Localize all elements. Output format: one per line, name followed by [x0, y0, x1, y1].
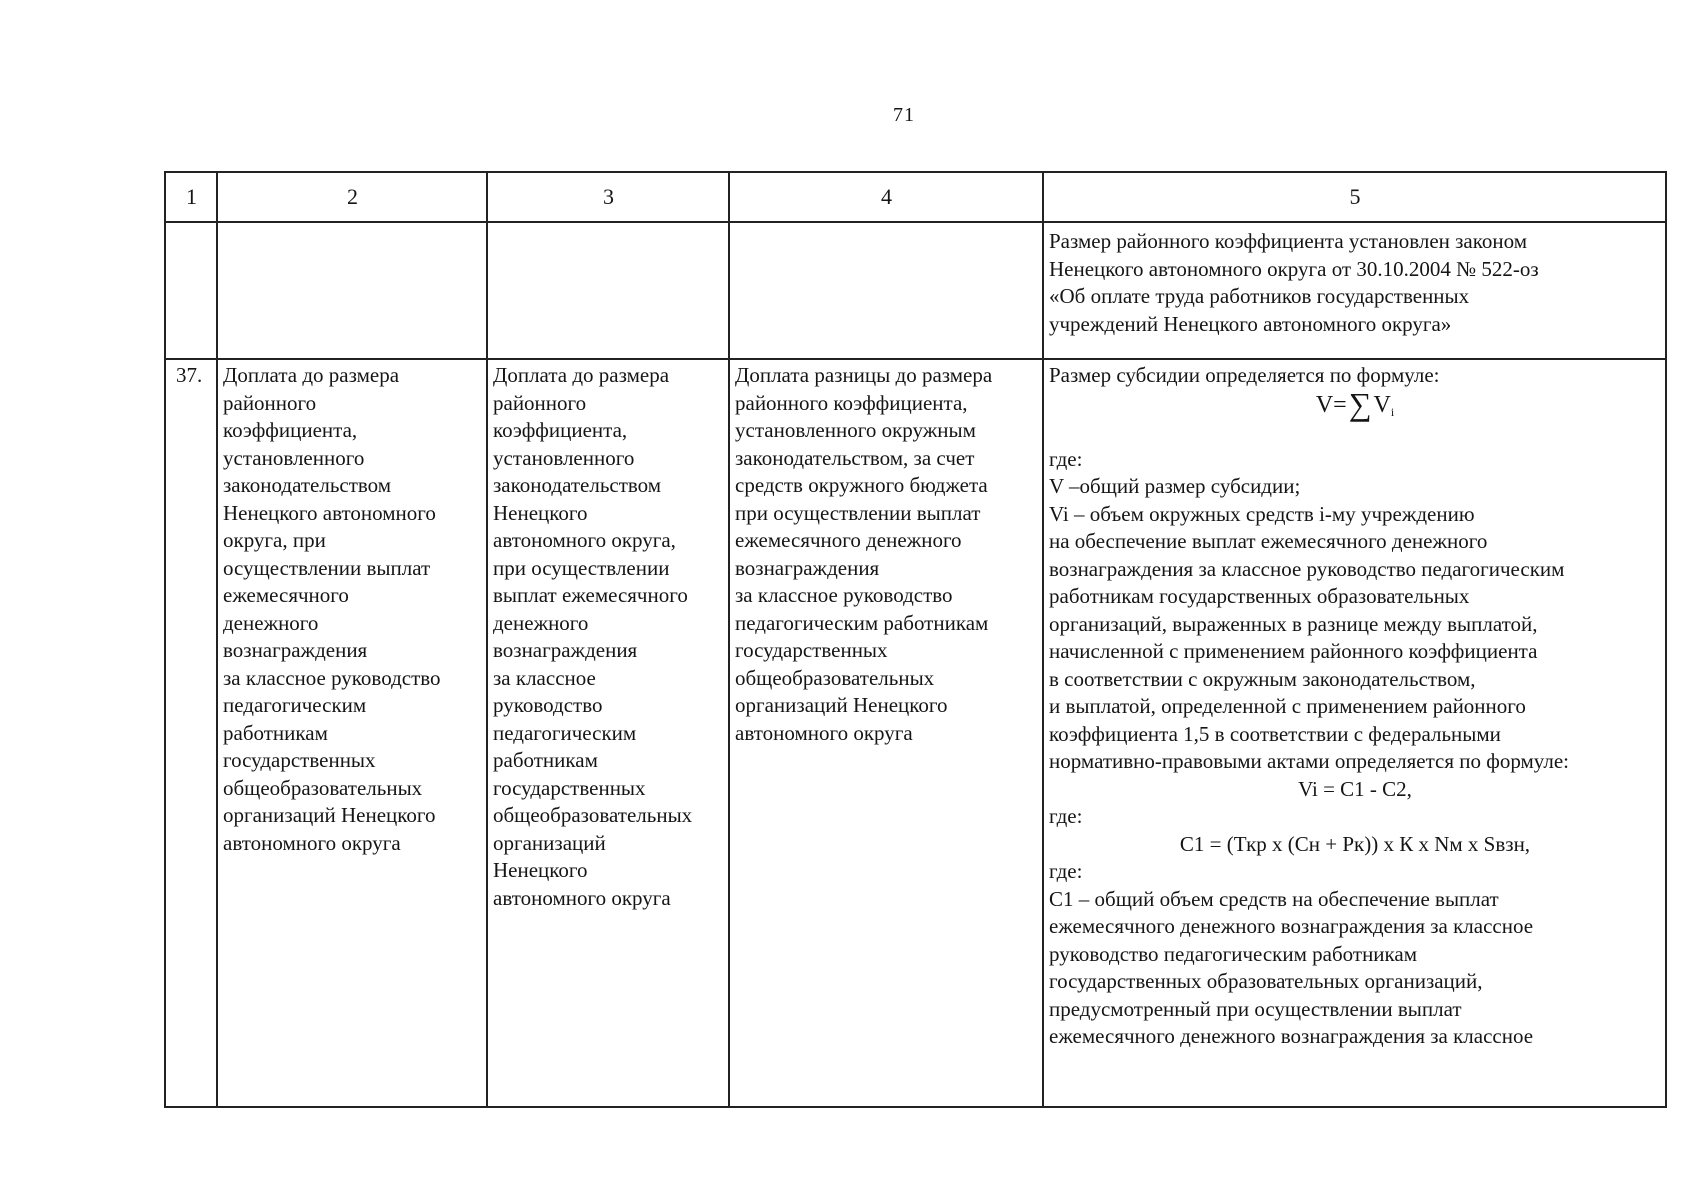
formula-vi: Vi = C1 - C2, — [1298, 776, 1412, 801]
page-number: 71 — [893, 104, 915, 126]
definition-line: нормативно-правовыми актами определяется по формуле: — [1049, 749, 1570, 773]
col3-line: автономного округа, — [493, 528, 676, 552]
header-col-1: 1 — [165, 172, 217, 222]
col3-line: выплат ежемесячного — [493, 583, 688, 607]
intro-line: Размер районного коэффициента установлен законом — [1049, 229, 1528, 253]
col3-line: за классное — [493, 665, 596, 690]
col2-line: государственных — [223, 748, 376, 772]
col3-line: государственных — [493, 775, 646, 800]
header-col-2: 2 — [217, 172, 487, 222]
col2-line: коэффициента, — [223, 418, 358, 442]
col2-line: законодательством — [223, 473, 392, 497]
intro-line: учреждений Ненецкого автономного округа» — [1049, 311, 1452, 336]
c1-definition-line: ежемесячного денежного вознаграждения за классное — [1049, 1024, 1534, 1048]
col2-line: общеобразовательных — [223, 775, 423, 800]
sum-formula-right: V — [1373, 391, 1391, 418]
col3-line: коэффициента, — [493, 418, 628, 442]
definition-line: Vi – объем окружных средств i-му учреждению — [1049, 501, 1475, 526]
intro-cell-2 — [217, 222, 487, 359]
col4-line: вознаграждения — [735, 555, 880, 580]
c1-definition-line: руководство педагогическим работникам — [1049, 941, 1418, 966]
definition-line: V –общий размер субсидии; — [1049, 474, 1301, 498]
where-label: где: — [1049, 446, 1083, 471]
col3-line: Ненецкого — [493, 500, 588, 525]
formula-c1: C1 = (Ткр х (Сн + Рк)) х К х Nм х Sвзн, — [1179, 831, 1531, 856]
col3-line: районного — [493, 390, 587, 415]
row37-col5 — [1043, 359, 1666, 1107]
header-col-5: 5 — [1043, 172, 1666, 222]
col4-line: установленного окружным — [735, 418, 976, 442]
intro-line: Ненецкого автономного округа от 30.10.2004 № 522-оз — [1049, 256, 1539, 281]
where-label: где: — [1049, 859, 1083, 883]
definition-line: коэффициента 1,5 в соответствии с федеральными — [1049, 721, 1501, 746]
definition-line: и выплатой, определенной с применением районного — [1049, 694, 1526, 718]
sum-formula — [1049, 385, 1661, 428]
col3-line: вознаграждения — [493, 638, 638, 662]
col4-line: организаций Ненецкого — [735, 693, 948, 717]
sum-formula-subscript: i — [1390, 404, 1395, 419]
row37-col4 — [729, 359, 1043, 1107]
col2-line: Доплата до размера — [223, 363, 400, 387]
subsidy-intro: Размер субсидии определяется по формуле: — [1049, 363, 1440, 387]
intro-cell-5 — [1043, 222, 1666, 359]
where-label: где: — [1049, 804, 1083, 828]
header-col-3: 3 — [487, 172, 729, 222]
col2-line: за классное руководство — [223, 665, 441, 690]
table-row-intro — [165, 222, 1666, 359]
col3-line: установленного — [493, 445, 635, 470]
col4-line: общеобразовательных — [735, 665, 935, 690]
c1-definition-line: предусмотренный при осуществлении выплат — [1049, 996, 1462, 1021]
col2-line: вознаграждения — [223, 638, 368, 662]
col2-line: организаций Ненецкого — [223, 803, 436, 827]
c1-definition-line: государственных образовательных организаций, — [1049, 969, 1483, 993]
col3-line: общеобразовательных — [493, 803, 693, 827]
col2-line: округа, при — [223, 528, 326, 552]
intro-cell-1 — [165, 222, 217, 359]
col4-line: государственных — [735, 638, 888, 662]
table-row-37 — [165, 359, 1666, 1107]
col3-line: при осуществлении — [493, 555, 670, 580]
col4-line: Доплата разницы до размера — [735, 363, 993, 387]
col2-line: осуществлении выплат — [223, 555, 431, 580]
col4-line: законодательством, за счет — [735, 445, 975, 470]
col4-line: педагогическим работникам — [735, 610, 989, 635]
header-row — [165, 172, 1666, 222]
sum-formula-left: V= — [1315, 391, 1347, 418]
col2-line: районного — [223, 390, 317, 415]
row-number: 37. — [165, 359, 217, 1107]
col2-line: работникам — [223, 720, 328, 745]
row37-col2 — [217, 359, 487, 1107]
header-col-4: 4 — [729, 172, 1043, 222]
col4-line: автономного округа — [735, 720, 913, 745]
col2-line: ежемесячного — [223, 583, 349, 607]
col2-line: установленного — [223, 445, 365, 470]
intro-cell-3 — [487, 222, 729, 359]
col2-line: Ненецкого автономного — [223, 500, 436, 525]
col4-line: средств окружного бюджета — [735, 473, 988, 497]
col4-line: ежемесячного денежного — [735, 528, 962, 552]
col3-line: педагогическим — [493, 720, 637, 745]
col2-line: педагогическим — [223, 693, 367, 717]
col4-line: районного коэффициента, — [735, 390, 968, 415]
col3-line: автономного округа — [493, 885, 671, 910]
col2-line: автономного округа — [223, 830, 401, 855]
definition-line: на обеспечение выплат ежемесячного денежного — [1049, 529, 1488, 553]
definition-line: в соответствии с окружным законодательством, — [1049, 666, 1476, 691]
col3-line: работникам — [493, 748, 598, 772]
col3-line: Ненецкого — [493, 858, 588, 882]
col4-line: за классное руководство — [735, 583, 953, 607]
intro-line: «Об оплате труда работников государственных — [1049, 284, 1470, 308]
row37-col3 — [487, 359, 729, 1107]
col2-line: денежного — [223, 610, 319, 635]
c1-definition-line: C1 – общий объем средств на обеспечение выплат — [1049, 886, 1499, 911]
definition-line: работникам государственных образовательных — [1049, 584, 1470, 608]
col3-line: руководство — [493, 693, 603, 717]
sigma-icon: ∑ — [1348, 385, 1372, 422]
definition-line: организаций, выраженных в разнице между выплатой, — [1049, 611, 1538, 636]
definition-line: вознаграждения за классное руководство педагогическим — [1049, 556, 1565, 581]
col4-line: при осуществлении выплат — [735, 500, 981, 525]
data-table — [164, 171, 1667, 1108]
c1-definition-line: ежемесячного денежного вознаграждения за классное — [1049, 914, 1534, 938]
definition-line: начисленной с применением районного коэффициента — [1049, 639, 1538, 663]
col3-line: денежного — [493, 610, 589, 635]
intro-cell-4 — [729, 222, 1043, 359]
col3-line: Доплата до размера — [493, 363, 670, 387]
col3-line: законодательством — [493, 473, 662, 497]
col3-line: организаций — [493, 830, 606, 855]
